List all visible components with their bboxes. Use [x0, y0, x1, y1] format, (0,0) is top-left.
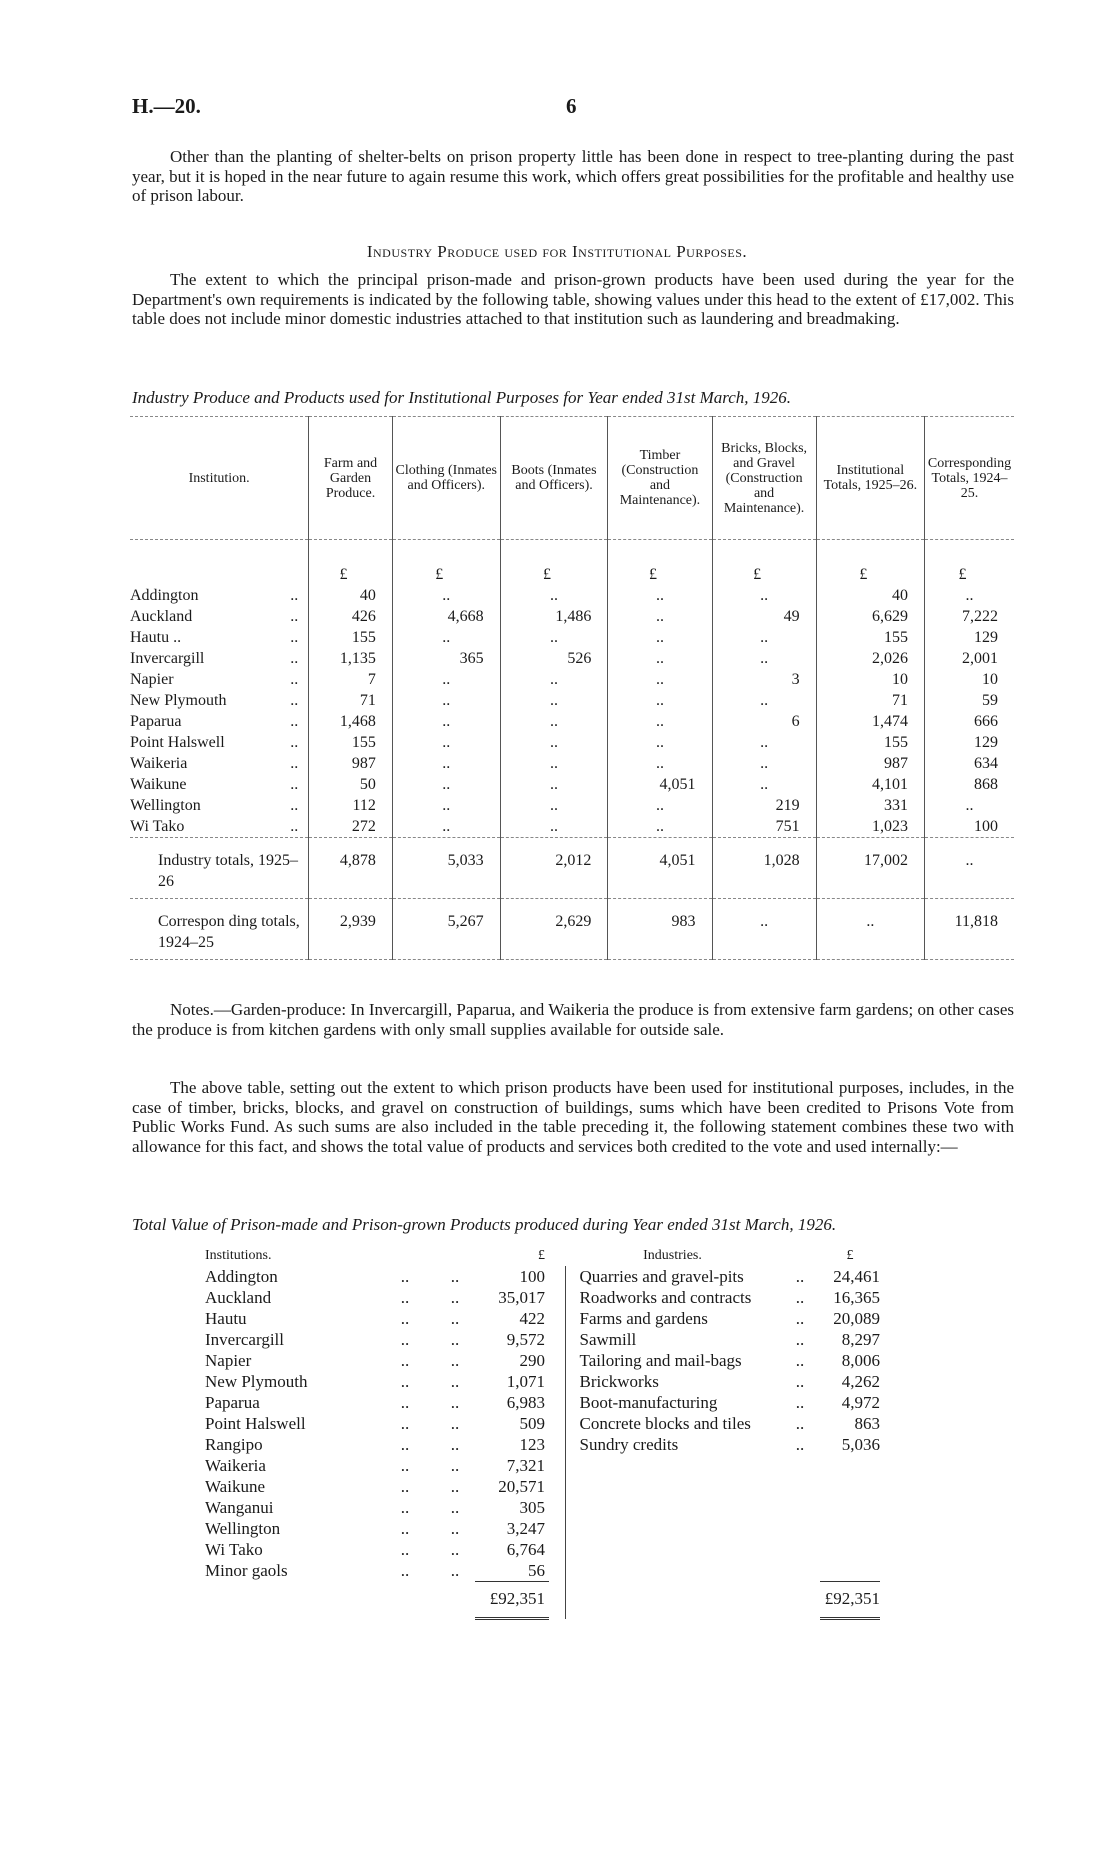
industry-value: 8,006	[841, 1351, 880, 1370]
industry-name: Farms and gardens	[579, 1309, 708, 1328]
institution-name: Minor gaols	[205, 1561, 288, 1581]
value-cell: 666	[925, 711, 1014, 732]
institution-value: 56	[528, 1561, 545, 1580]
industry-value: 5,036	[841, 1435, 880, 1454]
industry-name: Sawmill	[579, 1330, 637, 1349]
notes: Notes.—Garden-produce: In Invercargill, Paparua, and Waikeria the produce is from extensive farm gardens; on other cases the produce is from kitchen gardens with only small supplies available for outside sale.	[132, 1000, 1014, 1039]
institution-name: New Plymouth	[205, 1372, 308, 1391]
value-cell: ..	[608, 711, 712, 732]
empty-cell	[130, 540, 309, 586]
column-header: Clothing (Inmates and Officers).	[392, 417, 500, 540]
value-cell: 1,468	[309, 711, 393, 732]
industry-name: Brickworks	[579, 1372, 659, 1391]
currency-symbol: £	[712, 540, 816, 586]
institution-value: 20,571	[498, 1477, 545, 1496]
institution-value: 7,321	[506, 1456, 545, 1475]
industry-name: Concrete blocks and tiles	[579, 1414, 751, 1433]
value-cell: 7	[309, 669, 393, 690]
institution-name: Hautu ..	[130, 629, 182, 646]
institution-cell	[130, 795, 309, 816]
value-cell: 40	[309, 585, 393, 606]
institution-value: 1,071	[506, 1372, 545, 1391]
table-row: Napier .. .. 290 Tailoring and mail-bags .. 8,006	[205, 1351, 880, 1370]
industry-value: 4,972	[841, 1393, 880, 1412]
value-cell: 219	[712, 795, 816, 816]
leader-dots: ..	[290, 629, 299, 646]
industry-name: Boot-manufacturing	[579, 1393, 718, 1412]
total-cell: 2,012	[500, 838, 608, 899]
column-header: Farm and Garden Produce.	[309, 417, 393, 540]
institution-name: Point Halswell	[205, 1414, 306, 1433]
value-cell: ..	[712, 753, 816, 774]
value-cell: 155	[816, 627, 924, 648]
institution-name: Waikune	[205, 1477, 265, 1496]
institution-value: 9,572	[506, 1330, 545, 1349]
column-header: Corresponding Totals, 1924–25.	[925, 417, 1014, 540]
institution-name: New Plymouth	[130, 692, 227, 709]
table-row	[130, 606, 1014, 627]
institution-value: 6,983	[506, 1393, 545, 1412]
table-row	[130, 795, 1014, 816]
value-cell: ..	[500, 753, 608, 774]
institution-name: Addington	[205, 1267, 278, 1286]
value-cell: 331	[816, 795, 924, 816]
value-cell: ..	[608, 669, 712, 690]
value-cell: ..	[392, 711, 500, 732]
value-cell: 526	[500, 648, 608, 669]
value-cell: ..	[608, 753, 712, 774]
paragraph-total-value: The above table, setting out the extent to which prison products have been used for institutional purposes, includes, in the case of timber, bricks, blocks, and gravel on construction of buildings, sums which have been credited to Prisons Vote from Public Works Fund. As such sums are also included in the table preceding it, the following statement combines these two with allowance for this fact, and shows the total value of products and services both credited to the vote and used internally:—	[132, 1078, 1014, 1156]
value-cell: 3	[712, 669, 816, 690]
value-cell: 751	[712, 816, 816, 838]
table-row	[130, 648, 1014, 669]
value-cell: ..	[500, 732, 608, 753]
industries-header: Industries.	[643, 1248, 702, 1263]
value-cell: 112	[309, 795, 393, 816]
table-row: Rangipo .. .. 123 Sundry credits .. 5,036	[205, 1435, 880, 1454]
value-cell: ..	[392, 795, 500, 816]
institution-name: Rangipo	[205, 1435, 263, 1454]
institution-name: Hautu	[205, 1309, 247, 1328]
value-cell: ..	[392, 732, 500, 753]
value-cell: ..	[500, 816, 608, 838]
value-cell: 4,101	[816, 774, 924, 795]
value-cell: ..	[500, 690, 608, 711]
table-row: Addington .. .. 100 Quarries and gravel-pits .. 24,461	[205, 1267, 880, 1286]
total-cell: 5,033	[392, 838, 500, 899]
institution-name: Wellington	[130, 797, 201, 814]
value-cell: 634	[925, 753, 1014, 774]
leader-dots: ..	[290, 755, 299, 772]
institution-name: Invercargill	[130, 650, 205, 667]
value-cell: 272	[309, 816, 393, 838]
total-cell: ..	[816, 899, 924, 960]
value-cell: 100	[925, 816, 1014, 838]
value-cell: ..	[500, 774, 608, 795]
institution-cell	[130, 732, 309, 753]
table-row	[130, 753, 1014, 774]
value-cell: ..	[712, 585, 816, 606]
total-cell: ..	[925, 838, 1014, 899]
value-cell: 6	[712, 711, 816, 732]
value-cell: ..	[712, 690, 816, 711]
value-cell: ..	[608, 795, 712, 816]
value-cell: ..	[500, 585, 608, 606]
value-cell: 155	[309, 732, 393, 753]
table-row: Point Halswell .. .. 509 Concrete blocks and tiles .. 863	[205, 1414, 880, 1433]
document-reference: H.—20.	[132, 94, 201, 118]
value-cell: 4,051	[608, 774, 712, 795]
industry-value: 24,461	[833, 1267, 880, 1286]
leader-dots: ..	[290, 797, 299, 814]
leader-dots: ..	[290, 587, 299, 604]
value-cell: 10	[925, 669, 1014, 690]
table-row: Wanganui .. .. 305	[205, 1497, 880, 1518]
leader-dots: ..	[290, 650, 299, 667]
institutions-header: Institutions.	[205, 1248, 272, 1263]
leader-dots: ..	[290, 818, 299, 835]
institutions-total: £92,351	[475, 1582, 549, 1610]
value-cell: ..	[392, 690, 500, 711]
leader-dots: ..	[290, 692, 299, 709]
currency-symbol: £	[816, 540, 924, 586]
institution-name: Wi Tako	[130, 818, 185, 835]
industry-value: 16,365	[833, 1288, 880, 1307]
institution-name: Wi Tako	[205, 1540, 263, 1559]
institution-name: Invercargill	[205, 1330, 284, 1349]
value-cell: ..	[608, 816, 712, 838]
institution-value: 290	[519, 1351, 545, 1370]
total-value-table	[205, 1245, 880, 1620]
table-row: Hautu .. .. 422 Farms and gardens .. 20,089	[205, 1309, 880, 1328]
currency-symbol: £	[500, 540, 608, 586]
value-cell: 71	[309, 690, 393, 711]
currency-symbol: £	[925, 540, 1014, 586]
institution-cell	[130, 606, 309, 627]
value-cell: ..	[925, 795, 1014, 816]
value-cell: ..	[500, 795, 608, 816]
institution-value: 305	[519, 1498, 545, 1517]
industry-produce-table	[130, 416, 1014, 960]
industry-name: Quarries and gravel-pits	[579, 1267, 744, 1286]
institution-name: Waikeria	[205, 1456, 266, 1475]
institution-cell	[130, 816, 309, 838]
totals-label: Industry totals, 1925–26	[130, 838, 309, 899]
value-cell: 365	[392, 648, 500, 669]
table-row	[205, 1245, 880, 1266]
paragraph-industry-produce: The extent to which the principal prison-made and prison-grown products have been used during the year for the Department's own requirements is indicated by the following table, showing values under this head to the extent of £17,002. This table does not include minor domestic industries attached to that institution such as laundering and breadmaking.	[132, 270, 1014, 328]
institution-name: Waikune	[130, 776, 187, 793]
institution-value: 422	[519, 1309, 545, 1328]
institution-value: 100	[519, 1267, 545, 1286]
institution-name: Wellington	[205, 1519, 281, 1538]
value-cell: 6,629	[816, 606, 924, 627]
value-cell: ..	[392, 669, 500, 690]
value-cell: 155	[309, 627, 393, 648]
value-cell: ..	[608, 732, 712, 753]
value-cell: ..	[500, 669, 608, 690]
industry-value: 863	[854, 1414, 880, 1433]
institution-value: 35,017	[498, 1288, 545, 1307]
column-header: Boots (Inmates and Officers).	[500, 417, 608, 540]
table-row	[130, 816, 1014, 838]
value-cell: 155	[816, 732, 924, 753]
institution-cell	[130, 669, 309, 690]
table1-caption: Industry Produce and Products used for Institutional Purposes for Year ended 31st March, 1926.	[132, 388, 792, 407]
leader-dots: ..	[290, 776, 299, 793]
value-cell: 129	[925, 732, 1014, 753]
industry-name: Sundry credits	[579, 1435, 679, 1454]
value-cell: 50	[309, 774, 393, 795]
total-cell: 4,878	[309, 838, 393, 899]
table-row	[130, 711, 1014, 732]
table-row	[205, 1609, 880, 1619]
value-cell: ..	[392, 816, 500, 838]
table-row: Paparua .. .. 6,983 Boot-manufacturing .. 4,972	[205, 1393, 880, 1412]
table-row: Auckland .. .. 35,017 Roadworks and contracts .. 16,365	[205, 1288, 880, 1307]
institution-cell	[130, 711, 309, 732]
column-header: Institution.	[188, 470, 250, 486]
institution-value: 6,764	[506, 1540, 545, 1559]
value-cell: ..	[712, 627, 816, 648]
institution-value: 123	[519, 1435, 545, 1454]
totals-row	[130, 899, 1014, 960]
institution-name: Addington	[130, 587, 199, 604]
value-cell: 1,486	[500, 606, 608, 627]
value-cell: 868	[925, 774, 1014, 795]
institution-cell	[130, 690, 309, 711]
value-cell: 71	[816, 690, 924, 711]
column-header: Timber (Construction and Maintenance).	[608, 417, 712, 540]
table-row: Waikeria .. .. 7,321	[205, 1455, 880, 1476]
currency-symbol: £	[608, 540, 712, 586]
table-row: Wellington .. .. 3,247	[205, 1518, 880, 1539]
paragraph-tree-planting: Other than the planting of shelter-belts on prison property little has been done in respect to tree-planting during the past year, but it is hoped in the near future to again resume this work, which offers great possibilities for the profitable and healthy use of prison labour.	[132, 147, 1014, 205]
value-cell: ..	[608, 648, 712, 669]
value-cell: 2,001	[925, 648, 1014, 669]
table-row: Invercargill .. .. 9,572 Sawmill .. 8,297	[205, 1330, 880, 1349]
value-cell: 1,474	[816, 711, 924, 732]
table-row	[130, 774, 1014, 795]
value-cell: 40	[816, 585, 924, 606]
leader-dots: ..	[290, 734, 299, 751]
value-cell: 7,222	[925, 606, 1014, 627]
total-cell: 4,051	[608, 838, 712, 899]
institution-name: Auckland	[205, 1288, 272, 1307]
column-header: Institutional Totals, 1925–26.	[816, 417, 924, 540]
institution-name: Wanganui	[205, 1498, 274, 1517]
value-cell: 426	[309, 606, 393, 627]
institution-value: 509	[519, 1414, 545, 1433]
totals-label: Correspon ding totals, 1924–25	[130, 899, 309, 960]
page-number: 6	[566, 94, 577, 118]
total-cell: 1,028	[712, 838, 816, 899]
total-cell: 11,818	[925, 899, 1014, 960]
value-cell: 987	[309, 753, 393, 774]
institution-name: Point Halswell	[130, 734, 225, 751]
value-cell: ..	[392, 585, 500, 606]
value-cell: 10	[816, 669, 924, 690]
value-cell: ..	[608, 690, 712, 711]
industry-name: Roadworks and contracts	[579, 1288, 752, 1307]
table2-caption: Total Value of Prison-made and Prison-grown Products produced during Year ended 31st March, 1926.	[132, 1215, 837, 1234]
table-row	[130, 585, 1014, 606]
total-cell: 2,629	[500, 899, 608, 960]
table-row	[130, 732, 1014, 753]
institution-name: Auckland	[130, 608, 193, 625]
value-cell: ..	[392, 627, 500, 648]
column-header: Bricks, Blocks, and Gravel (Construction and Maintenance).	[712, 417, 816, 540]
value-cell: ..	[500, 627, 608, 648]
value-cell: 4,668	[392, 606, 500, 627]
institution-name: Paparua	[130, 713, 182, 730]
institution-cell	[130, 585, 309, 606]
value-cell: ..	[392, 753, 500, 774]
table-row	[130, 690, 1014, 711]
currency-symbol: £	[309, 540, 393, 586]
table-row	[130, 669, 1014, 690]
institution-cell	[130, 627, 309, 648]
industry-value: 20,089	[833, 1309, 880, 1328]
industry-value: 4,262	[841, 1372, 880, 1391]
table-row: Waikune .. .. 20,571	[205, 1476, 880, 1497]
institution-cell	[130, 753, 309, 774]
value-cell: 987	[816, 753, 924, 774]
institution-value: 3,247	[506, 1519, 545, 1538]
value-cell: ..	[712, 774, 816, 795]
value-cell: 2,026	[816, 648, 924, 669]
currency-row	[130, 540, 1014, 586]
value-cell: ..	[500, 711, 608, 732]
industries-total: £92,351	[820, 1582, 880, 1610]
institution-name: Waikeria	[130, 755, 188, 772]
institution-name: Paparua	[205, 1393, 260, 1412]
table-row	[205, 1582, 880, 1610]
value-cell: 1,023	[816, 816, 924, 838]
leader-dots: ..	[290, 713, 299, 730]
industry-value: 8,297	[841, 1330, 880, 1349]
total-cell: 983	[608, 899, 712, 960]
leader-dots: ..	[290, 608, 299, 625]
institution-cell	[130, 774, 309, 795]
value-cell: 49	[712, 606, 816, 627]
value-cell: ..	[392, 774, 500, 795]
value-cell: ..	[608, 585, 712, 606]
value-cell: 59	[925, 690, 1014, 711]
table-row: Minor gaols .. .. 56	[205, 1560, 880, 1582]
institution-cell	[130, 648, 309, 669]
currency-symbol: £	[538, 1248, 545, 1263]
totals-row	[130, 838, 1014, 899]
total-cell: 17,002	[816, 838, 924, 899]
table-row: Wi Tako .. .. 6,764	[205, 1539, 880, 1560]
currency-symbol: £	[846, 1248, 854, 1263]
total-cell: ..	[712, 899, 816, 960]
table-row	[130, 627, 1014, 648]
value-cell: ..	[608, 627, 712, 648]
currency-symbol: £	[392, 540, 500, 586]
section-heading: Industry Produce used for Institutional Purposes.	[366, 242, 748, 261]
value-cell: 1,135	[309, 648, 393, 669]
total-cell: 5,267	[392, 899, 500, 960]
value-cell: ..	[925, 585, 1014, 606]
total-cell: 2,939	[309, 899, 393, 960]
value-cell: ..	[712, 648, 816, 669]
institution-name: Napier	[130, 671, 174, 688]
value-cell: ..	[608, 606, 712, 627]
value-cell: ..	[712, 732, 816, 753]
institution-name: Napier	[205, 1351, 252, 1370]
table-row: New Plymouth .. .. 1,071 Brickworks .. 4,262	[205, 1372, 880, 1391]
value-cell: 129	[925, 627, 1014, 648]
industry-name: Tailoring and mail-bags	[579, 1351, 742, 1370]
leader-dots: ..	[290, 671, 299, 688]
